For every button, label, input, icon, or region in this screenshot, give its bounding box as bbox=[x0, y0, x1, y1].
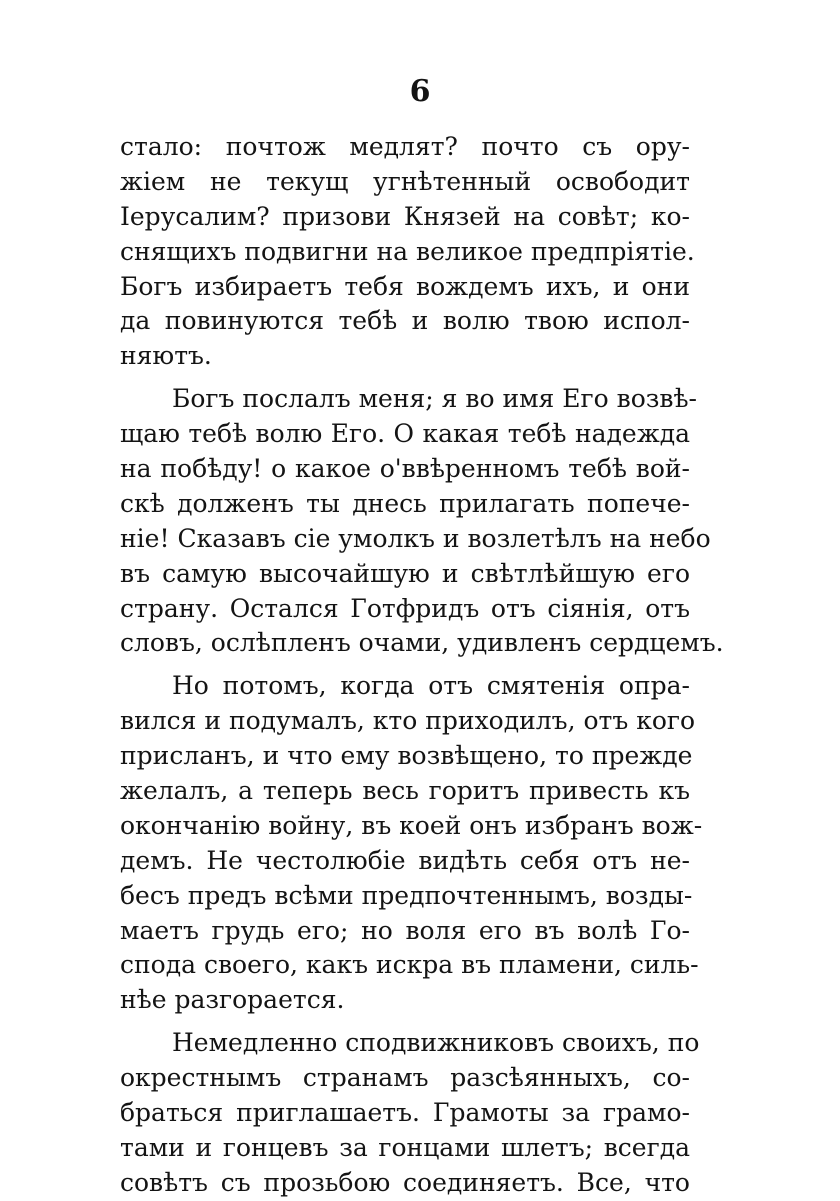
text-line: Немедленно сподвижниковъ своихъ, по bbox=[172, 1028, 700, 1058]
text-line: щаю тебѣ волю Его. О какая тебѣ надежда bbox=[120, 419, 690, 449]
text-line: няютъ. bbox=[120, 341, 212, 371]
paragraph-2 bbox=[120, 382, 724, 661]
text-line: словъ, ослѣпленъ очами, удивленъ сердцемъ. bbox=[120, 628, 724, 658]
text-line: спода своего, какъ искра въ пламени, силь- bbox=[120, 950, 699, 980]
text-line: ніе! Сказавъ сіе умолкъ и возлетѣлъ на небо bbox=[120, 523, 711, 553]
text-line: желалъ, а теперь весь горитъ привесть къ bbox=[120, 776, 690, 806]
text-line: тами и гонцевъ за гонцами шлетъ; всегда bbox=[120, 1132, 690, 1162]
text-line: браться приглашаетъ. Грамоты за грамо- bbox=[120, 1098, 690, 1128]
text-line: жіем не текущ угнѣтенный освободит bbox=[120, 166, 690, 196]
text-line: Богъ избираетъ тебя вождемъ ихъ, и они bbox=[120, 271, 690, 301]
text-line: окрестнымъ странамъ разсѣянныхъ, со- bbox=[120, 1063, 690, 1093]
paragraph-gap bbox=[120, 374, 690, 382]
text-line: Богъ послалъ меня; я во имя Его возвѣ- bbox=[172, 384, 697, 414]
paragraph-1 bbox=[120, 130, 695, 374]
text-line: стало: почтож медлят? почто съ ору- bbox=[120, 132, 690, 161]
paragraph-4 bbox=[120, 1026, 700, 1200]
text-line: нѣе разгорается. bbox=[120, 985, 345, 1015]
text-line: страну. Остался Готфридъ отъ сіянія, отъ bbox=[120, 593, 690, 623]
text-line: окончанію войну, въ коей онъ избранъ вож- bbox=[120, 810, 703, 840]
text-line: вился и подумалъ, кто приходилъ, отъ кого bbox=[120, 706, 696, 736]
paragraph-gap bbox=[120, 661, 690, 669]
text-line: въ самую высочайшую и свѣтлѣйшую его bbox=[120, 558, 690, 588]
text-line: да повинуются тебѣ и волю твою испол- bbox=[120, 306, 690, 336]
text-line: скѣ долженъ ты днесь прилагать попече- bbox=[120, 488, 690, 518]
text-line: присланъ, и что ему возвѣщено, то прежде bbox=[120, 741, 693, 771]
paragraph-gap bbox=[120, 1018, 690, 1026]
text-line: маетъ грудь его; но воля его въ волѣ Го- bbox=[120, 915, 690, 945]
body-text bbox=[120, 130, 724, 1201]
paragraph-3 bbox=[120, 669, 703, 1018]
text-line: Іерусалим? призови Князей на совѣт; ко- bbox=[120, 201, 690, 231]
text-line: демъ. Не честолюбіе видѣть себя отъ не- bbox=[120, 845, 690, 875]
text-line: на побѣду! о какое о'ввѣренномъ тебѣ вой- bbox=[120, 454, 690, 484]
text-line: совѣтъ съ прозьбою соединяетъ. Все, что bbox=[120, 1167, 690, 1197]
text-line: Но потомъ, когда отъ смятенія опра- bbox=[172, 671, 690, 701]
text-line: снящихъ подвигни на великое предпріятіе. bbox=[120, 236, 695, 266]
text-line: бесъ предъ всѣми предпочтеннымъ, возды- bbox=[120, 880, 693, 910]
page-number: 6 bbox=[409, 74, 431, 109]
